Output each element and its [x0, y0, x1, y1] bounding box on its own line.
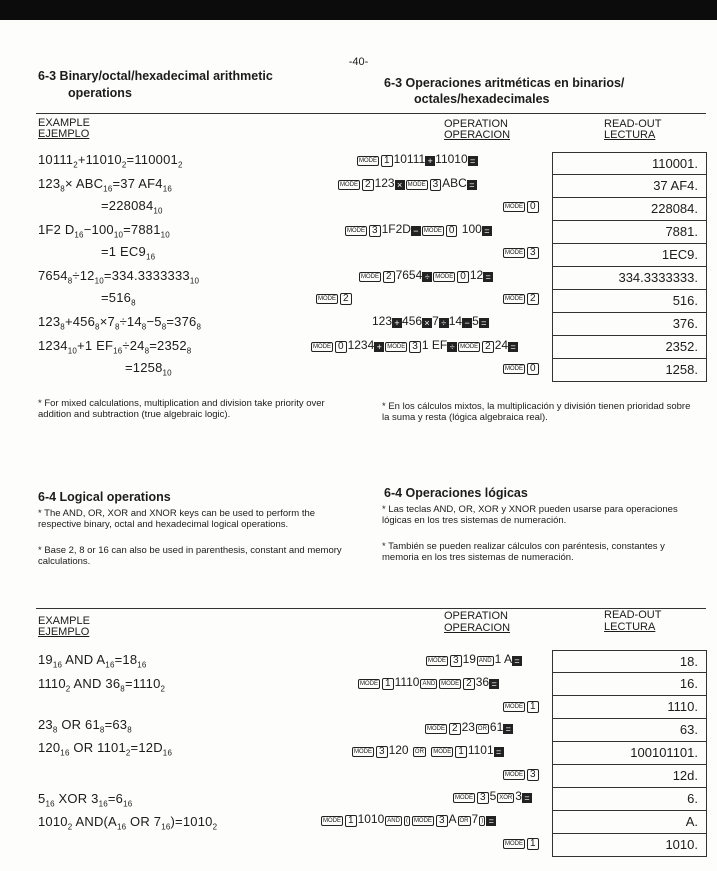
rule [36, 113, 706, 114]
readout-box: 63. [552, 719, 707, 742]
operation-keys: MODE 3 1F2D − MODE 0 100 = [344, 222, 492, 237]
readout-box: 100101101. [552, 742, 707, 765]
readout-box: 18. [552, 650, 707, 673]
readout-box: 12d. [552, 765, 707, 788]
operation-keys: MODE 2 23 OR 61 = [424, 720, 513, 735]
example-row: $19_{16}$ AND $A_{16}=18_{16}$ [38, 652, 147, 670]
readout-box: 1110. [552, 696, 707, 719]
example-row: $1110_2$ AND $36_8=1110_2$ [38, 676, 166, 694]
section-63-title-es-2: octales/hexadecimales [414, 92, 550, 106]
operation-keys: MODE 1 1110 AND MODE 2 36 = [357, 675, 499, 690]
bullet-64-es-1: * Las teclas AND, OR, XOR y XNOR pueden usarse para operaciones lógicas en los tres sistemas de numeración. [382, 504, 678, 526]
operation-keys: MODE 3 5 XOR 3 = [452, 789, 532, 804]
example-row: $=516_8$ [101, 290, 136, 308]
readout-box: 1258. [552, 359, 707, 382]
header-operation-en: OPERATION [444, 118, 508, 130]
operation-keys: 123 + 456 × 7 ÷ 14 − 5 = [372, 314, 489, 328]
example-row: $7654_8\div 12_{10}=334.3333333_{10}$ [38, 268, 200, 286]
operation-keys: MODE 2 [502, 290, 540, 305]
example-row: =1 $EC9_{16}$ [101, 244, 156, 262]
example-row: $123_8\times ABC_{16}=37$ $AF4_{16}$ [38, 176, 172, 194]
operation-keys: MODE 0 [502, 198, 540, 213]
readout-box: A. [552, 811, 707, 834]
section-64-title-en: 6-4 Logical operations [38, 490, 171, 504]
operation-keys: MODE 1 [502, 698, 540, 713]
operation-keys: MODE 3 19 AND 1 A = [425, 652, 522, 667]
operation-keys: MODE 1 1010 AND ( MODE 3 A OR 7 ) = [320, 812, 496, 827]
header-readout-en: READ-OUT [604, 118, 662, 130]
readout-box: 16. [552, 673, 707, 696]
readout-box: 228084. [552, 198, 707, 221]
operation-keys: MODE 2 123 × MODE 3 ABC = [337, 176, 477, 191]
operation-keys: MODE 1 10111 + 11010 = [356, 152, 478, 167]
header-readout-es: LECTURA [604, 621, 656, 633]
operation-keys: MODE 1 [502, 835, 540, 850]
operation-keys: MODE 3 120 OR MODE 1 1101 = [351, 743, 504, 758]
section-63-title-es-1: 6-3 Operaciones aritméticas en binarios/ [384, 76, 625, 90]
readout-box: 110001. [552, 152, 707, 175]
example-row: $1010_2$ $AND(A_{16}$ OR $7_{16})=1010_2$ [38, 814, 218, 832]
readout-box: 334.3333333. [552, 267, 707, 290]
header-operation-es: OPERACION [444, 129, 511, 141]
header-operation-es: OPERACION [444, 622, 511, 634]
example-row: $5_{16}$ XOR $3_{16}=6_{16}$ [38, 791, 133, 809]
bullet-64-es-2: * También se pueden realizar cálculos con paréntesis, constantes y memoria en los tres sistemas de numeración. [382, 541, 665, 563]
readout-box: 1010. [552, 834, 707, 857]
bullet-64-en-2: * Base 2, 8 or 16 can also be used in parenthesis, constant and memory calculations. [38, 545, 342, 567]
readout-box: 7881. [552, 221, 707, 244]
example-row: $1234_{10}+1$ $EF_{16}\div 24_8=2352_8$ [38, 338, 192, 356]
operation-keys: MODE 2 [315, 290, 353, 305]
readout-box: 2352. [552, 336, 707, 359]
top-bar [0, 0, 717, 20]
readout-box: 37 AF4. [552, 175, 707, 198]
header-readout-es: LECTURA [604, 129, 656, 141]
section-63-title-en-1: 6-3 Binary/octal/hexadecimal arithmetic [38, 69, 273, 83]
operation-keys: MODE 0 [502, 360, 540, 375]
example-row: 1F2 $D_{16}-100_{10}=7881_{10}$ [38, 222, 170, 240]
note-63-es: * En los cálculos mixtos, la multiplicación y división tienen prioridad sobre la suma y resta (lógica algebraica real). [382, 401, 691, 423]
note-63-en: * For mixed calculations, multiplication and division take priority over addition and subtraction (true algebraic logic). [38, 398, 325, 420]
readout-box: 1EC9. [552, 244, 707, 267]
page-number: -40- [348, 56, 369, 68]
operation-keys: MODE 0 1234 + MODE 3 1 EF ÷ MODE 2 24 = [310, 338, 518, 353]
header-example-en: EXAMPLE [38, 615, 90, 627]
example-row: $10111_2+11010_2=110001_2$ [38, 152, 183, 170]
section-64-title-es: 6-4 Operaciones lógicas [384, 486, 528, 500]
example-row: $23_8$ OR $61_8=63_8$ [38, 717, 132, 735]
operation-keys: MODE 3 [502, 244, 540, 259]
readout-box: 516. [552, 290, 707, 313]
example-row: $=228084_{10}$ [101, 198, 163, 216]
header-example-es: EJEMPLO [38, 626, 90, 638]
header-example-en: EXAMPLE [38, 117, 90, 129]
bullet-64-en-1: * The AND, OR, XOR and XNOR keys can be used to perform the respective binary, octal and hexadecimal logical operations. [38, 508, 316, 530]
readout-box: 6. [552, 788, 707, 811]
header-example-es: EJEMPLO [38, 128, 90, 140]
header-operation-en: OPERATION [444, 610, 508, 622]
example-row: $123_8+456_8\times 7_8\div 14_8-5_8=376_8$ [38, 314, 202, 332]
operation-keys: MODE 2 7654 ÷ MODE 0 12 = [358, 268, 493, 283]
header-readout-en: READ-OUT [604, 609, 662, 621]
example-row: $120_{16}$ OR $1101_2=12D_{16}$ [38, 740, 173, 758]
section-63-title-en-2: operations [68, 86, 132, 100]
operation-keys: MODE 3 [502, 766, 540, 781]
example-row: $=1258_{10}$ [125, 360, 172, 378]
readout-box: 376. [552, 313, 707, 336]
